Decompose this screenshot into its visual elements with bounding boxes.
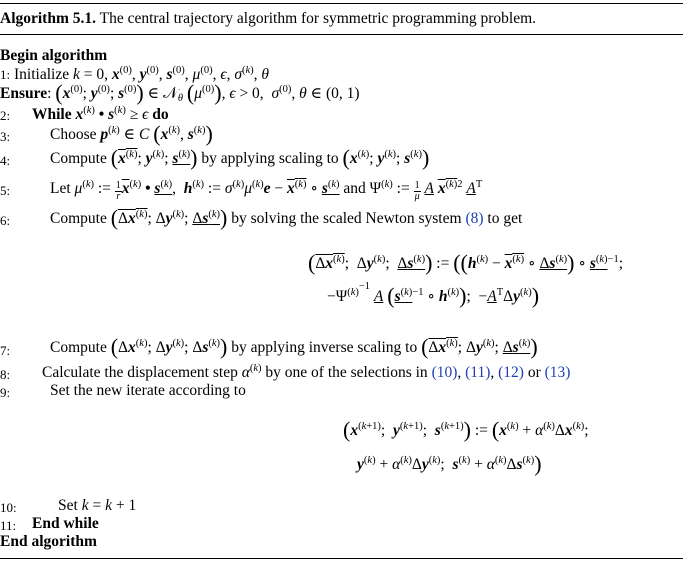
unscaled-direction: ($\Delta x^{(k)}$; $\Delta y^{(k)}$; $\Delta s^{(k)}$) xyxy=(110,334,228,359)
end-algorithm: End algorithm xyxy=(0,533,97,550)
line-number-10: 10: xyxy=(0,500,17,515)
line-8: Calculate the displacement step $\alpha^{(k)}$ by one of the selections in (10), (11), (12) or (13) xyxy=(42,363,571,381)
newton-text: by solving the scaled Newton system xyxy=(231,210,462,227)
newton-solution-line-2: $-\Psi^{(k)^{-1}}$ A ($s^{(k)-1}$ ∘ $h^{(k)}$); $-A^T\Delta y^{(k)}$) xyxy=(327,281,540,308)
line-number-11: 11: xyxy=(0,518,17,533)
and-text: and xyxy=(343,180,366,197)
compute-label-4: Compute xyxy=(50,150,107,167)
mu-definition: $\mu^{(k)}$ := $\frac{1}{r}$ $\overline{x}^{(k)}$ • $s^{(k)}$, $h^{(k)}$ := $\sigma^{(k)}\mu^{(k)}e - x^{(k)}$ ∘ $s^{(k)}$ xyxy=(74,179,340,202)
line-7 xyxy=(50,334,538,359)
line-1 xyxy=(0,66,269,84)
caption-rule xyxy=(0,34,683,35)
algorithm-caption xyxy=(0,10,536,28)
while-keyword: While xyxy=(32,106,72,123)
begin-algorithm: Begin algorithm xyxy=(0,47,108,64)
iterate-update-line-2: $y^{(k)} + \alpha^{(k)}\Delta y^{(k)}$; $s^{(k)} + \alpha^{(k)}\Delta s^{(k)}$) xyxy=(357,451,542,476)
line-number-6: 6: xyxy=(0,213,11,228)
line-number-8: 8: xyxy=(0,367,11,382)
line-number-1: 1: xyxy=(0,67,11,82)
end-while: End while xyxy=(32,515,99,532)
while-condition: $x^{(k)}$ • $s^{(k)} \ge \epsilon$ xyxy=(75,105,149,123)
line-5 xyxy=(50,180,482,202)
caption-text: The central trajectory algorithm for symmetric programming problem. xyxy=(96,10,537,27)
ensure-expr: ($x^{(0)}$; $y^{(0)}$; $s^{(0)}$) ∈ 𝒩$_\theta$ $(\mu^{(0)})$, ϵ > 0, $\sigma^{(0)}$, θ ∈ (0, 1) xyxy=(55,80,360,105)
selections-text: by one of the selections in xyxy=(265,364,428,381)
psi-definition: $\Psi^{(k)}$ := $\frac{1}{\mu}$ A $x^{(k)2}$ $A^T$ xyxy=(369,179,483,202)
line-number-9: 9: xyxy=(0,385,11,400)
choose-label: Choose xyxy=(50,126,97,143)
line-number-2: 2: xyxy=(0,108,11,123)
scaling-text: by applying scaling to xyxy=(201,150,339,167)
initialize-label: Initialize xyxy=(14,66,70,83)
ref-eq-10[interactable]: (10) xyxy=(431,364,458,381)
bottom-rule xyxy=(0,558,683,559)
to-get-text: to get xyxy=(487,210,523,227)
or-text: or xyxy=(527,364,541,381)
ref-eq-13[interactable]: (13) xyxy=(544,364,571,381)
compute-label-6: Compute xyxy=(50,210,107,227)
iterate-update-line-1: ($x^{(k+1)}$; $y^{(k+1)}$; $s^{(k+1)}$) := ($x^{(k)} + \alpha^{(k)}\Delta x^{(k)}$; xyxy=(343,417,589,442)
line-4 xyxy=(50,145,430,170)
scaled-variables: ($x^{(k)}$; $y^{(k)}$; $s^{(k)}$) xyxy=(110,145,198,170)
line-3 xyxy=(50,121,213,146)
line-6 xyxy=(50,205,523,230)
calc-text: Calculate the displacement step xyxy=(42,364,238,381)
line-number-3: 3: xyxy=(0,129,11,144)
inverse-text: by applying inverse scaling to xyxy=(231,339,418,356)
line-9: Set the new iterate according to xyxy=(50,382,246,399)
scaled-direction: ($\Delta x^{(k)}$; $\Delta y^{(k)}$; $\Delta s^{(k)}$) xyxy=(110,205,228,230)
do-keyword: do xyxy=(152,106,169,123)
line-10 xyxy=(58,497,136,515)
line-number-4: 4: xyxy=(0,153,11,168)
caption-label: Algorithm 5.1. xyxy=(0,10,97,27)
line-number-5: 5: xyxy=(0,183,11,198)
while-line xyxy=(32,106,169,124)
ensure-line: Ensure: ($x^{(0)}$; $y^{(0)}$; $s^{(0)}$) ∈ 𝒩$_\theta$ $(\mu^{(0)})$, ϵ > 0, $\sigma^{(0)}$, θ ∈ (0, 1) xyxy=(0,80,360,105)
original-variables: ($x^{(k)}$; $y^{(k)}$; $s^{(k)}$) xyxy=(342,145,430,170)
initialize-expr: k = 0, $x^{(0)}$, $y^{(0)}$, $s^{(0)}$, $\mu^{(0)}$, ϵ, $\sigma^{(k)}$, θ xyxy=(72,65,270,83)
newton-solution-line-1: ($\Delta x^{(k)}$; $\Delta y^{(k)}$; $\Delta s^{(k)}$) := (($h^{(k)} - x^{(k)}$ ∘ $\Delta s^{(k)}$) ∘ $s^{(k)-1}$; xyxy=(308,250,624,275)
choose-expr: $p^{(k)}$ ∈ C ($x^{(k)}$, $s^{(k)}$) xyxy=(100,121,213,146)
top-rule xyxy=(0,3,683,4)
line-number-7: 7: xyxy=(0,343,11,358)
scaled-direction-2: ($\Delta x^{(k)}$; $\Delta y^{(k)}$; $\Delta s^{(k)}$) xyxy=(421,334,538,359)
ref-eq-12[interactable]: (12) xyxy=(498,364,524,381)
ensure-label: Ensure xyxy=(0,85,48,102)
ref-eq-11[interactable]: (11) xyxy=(465,364,491,381)
compute-label-7: Compute xyxy=(50,339,107,356)
k-increment: k = k + 1 xyxy=(81,497,137,514)
let-label: Let xyxy=(50,180,71,197)
ref-eq-8[interactable]: (8) xyxy=(465,210,484,227)
set-k-label: Set xyxy=(58,497,78,514)
